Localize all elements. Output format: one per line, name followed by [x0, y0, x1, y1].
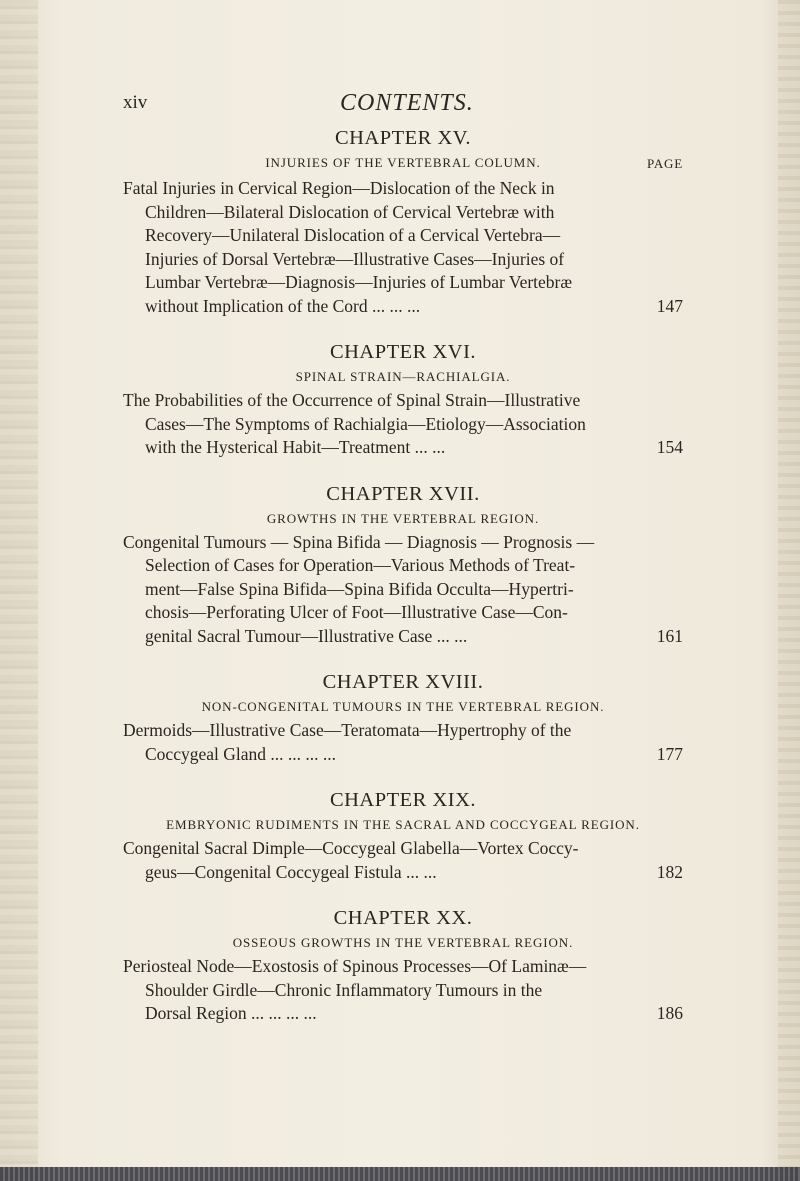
- running-title: CONTENTS.: [340, 90, 474, 116]
- entry-line: Dorsal Region ... ... ... ...: [145, 1003, 317, 1023]
- chapter-entry: [123, 837, 683, 884]
- entry-line: Fatal Injuries in Cervical Region—Dislocation of the Neck in: [123, 178, 555, 198]
- chapter-heading: CHAPTER XVII.: [326, 482, 480, 505]
- entry-line: without Implication of the Cord ... ... ...: [145, 295, 421, 316]
- page-number: 177: [656, 743, 683, 764]
- page-gutter-shadow: [0, 0, 38, 1181]
- entry-line: Lumbar Vertebræ—Diagnosis—Injuries of Lumbar Vertebræ: [145, 272, 573, 292]
- chapter-subject: GROWTHS IN THE VERTEBRAL REGION.: [266, 510, 540, 526]
- entry-line: genital Sacral Tumour—Illustrative Case ... ...: [145, 625, 468, 646]
- entry-line: Children—Bilateral Dislocation of Cervical Vertebræ with: [145, 201, 555, 222]
- page-number: 182: [656, 861, 683, 882]
- chapter-entry: [123, 719, 683, 766]
- entry-line: The Probabilities of the Occurrence of Spinal Strain—Illustrative: [123, 390, 581, 410]
- page-number: 154: [656, 437, 683, 457]
- chapter-subject: NON-CONGENITAL TUMOURS IN THE VERTEBRAL REGION.: [201, 699, 605, 714]
- entry-line: with the Hysterical Habit—Treatment ... ...: [145, 437, 446, 457]
- page-column-label: PAGE: [647, 156, 683, 171]
- chapter-xv: [123, 124, 683, 318]
- entry-line: Recovery—Unilateral Dislocation of a Cervical Vertebra—: [145, 225, 561, 245]
- chapter-heading: CHAPTER XVIII.: [322, 671, 484, 693]
- entry-line: Coccygeal Gland ... ... ... ...: [145, 743, 336, 764]
- chapter-xvii: [123, 480, 683, 649]
- chapter-heading: CHAPTER XIX.: [329, 789, 477, 811]
- chapter-xix: [123, 786, 683, 884]
- chapter-entry: [123, 955, 683, 1026]
- running-head: [0, 92, 800, 122]
- entry-line: Shoulder Girdle—Chronic Inflammatory Tumours in the: [145, 979, 543, 1000]
- chapter-heading: CHAPTER XVI.: [329, 341, 477, 363]
- entry-line: Congenital Sacral Dimple—Coccygeal Glabella—Vortex Coccy-: [123, 838, 579, 858]
- page-number: 161: [656, 625, 683, 646]
- entry-line: geus—Congenital Coccygeal Fistula ... ...: [145, 861, 437, 882]
- entry-line: Selection of Cases for Operation—Various Methods of Treat-: [145, 555, 576, 575]
- chapter-xx: [123, 904, 683, 1026]
- contents-list: [123, 124, 683, 1026]
- entry-line: Dermoids—Illustrative Case—Teratomata—Hypertrophy of the: [123, 720, 572, 740]
- chapter-subject: INJURIES OF THE VERTEBRAL COLUMN.: [265, 155, 541, 170]
- chapter-entry: [123, 531, 683, 649]
- book-bottom-edge: [0, 1167, 800, 1181]
- page-edge-shadow: [778, 0, 800, 1181]
- page-folio: xiv: [123, 92, 148, 113]
- entry-line: Cases—The Symptoms of Rachialgia—Etiology—Association: [145, 413, 586, 434]
- chapter-entry: [123, 389, 683, 460]
- chapter-subject: EMBRYONIC RUDIMENTS IN THE SACRAL AND COCCYGEAL REGION.: [166, 817, 640, 832]
- entry-line: ment—False Spina Bifida—Spina Bifida Occulta—Hypertri-: [145, 578, 574, 599]
- entry-line: Congenital Tumours — Spina Bifida — Diagnosis — Prognosis —: [123, 531, 595, 552]
- chapter-heading: CHAPTER XV.: [334, 127, 472, 149]
- chapter-xvi: [123, 338, 683, 460]
- chapter-entry: [123, 177, 683, 318]
- entry-line: Injuries of Dorsal Vertebræ—Illustrative Cases—Injuries of: [145, 248, 565, 269]
- chapter-heading: CHAPTER XX.: [333, 907, 473, 929]
- page-number: 186: [656, 1003, 683, 1023]
- entry-line: Periosteal Node—Exostosis of Spinous Processes—Of Laminæ—: [123, 956, 587, 976]
- chapter-xviii: [123, 668, 683, 766]
- entry-line: chosis—Perforating Ulcer of Foot—Illustrative Case—Con-: [145, 602, 568, 622]
- chapter-subject: SPINAL STRAIN—RACHIALGIA.: [295, 369, 511, 384]
- chapter-subject: OSSEOUS GROWTHS IN THE VERTEBRAL REGION.: [232, 935, 574, 950]
- page-number: 147: [656, 295, 683, 316]
